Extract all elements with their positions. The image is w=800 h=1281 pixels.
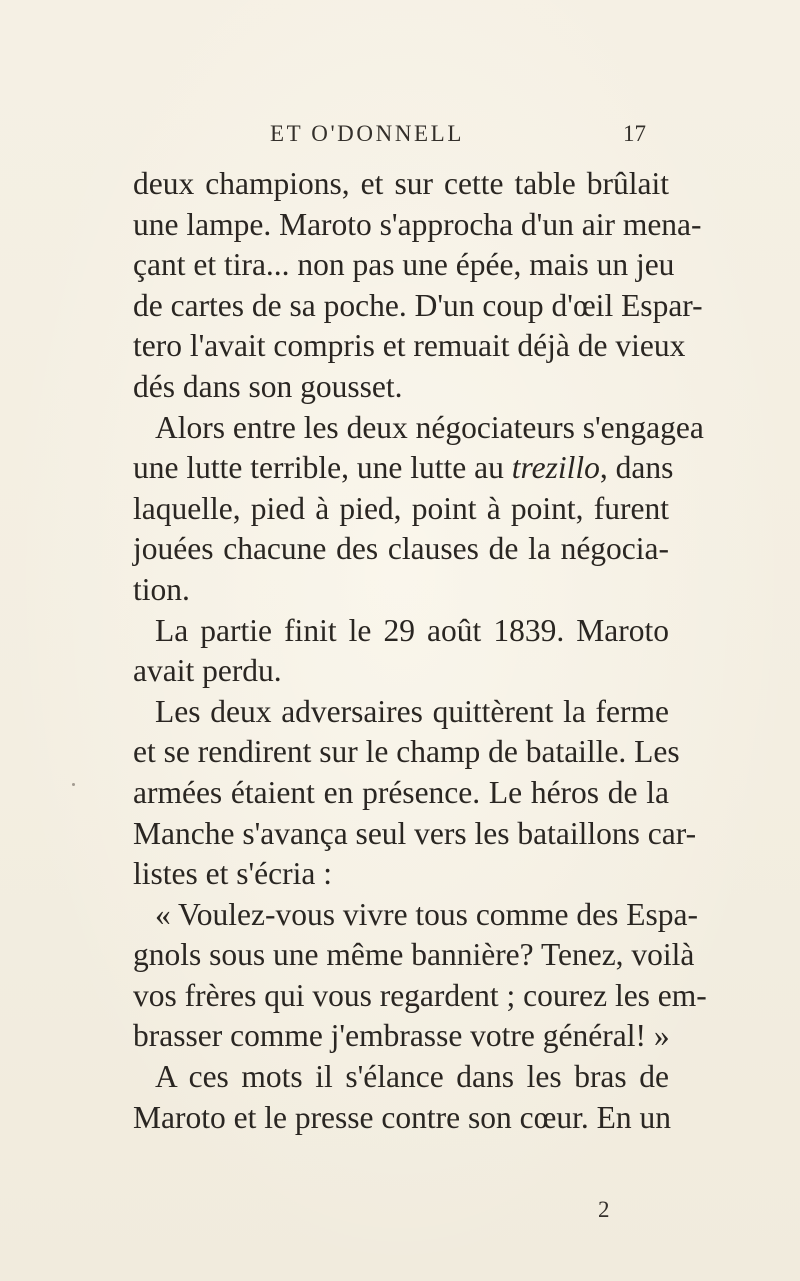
paragraph-start-line: Alors entre les deux négociateurs s'engagea <box>155 409 704 445</box>
text-line: listes et s'écria : <box>133 856 332 892</box>
quote-start-line: « Voulez-vous vivre tous comme des Espa- <box>155 896 698 932</box>
text-line: avait perdu. <box>133 653 282 689</box>
text-line: armées étaient en présence. Le héros de la <box>133 774 669 810</box>
text-line: une lampe. Maroto s'approcha d'un air mena- <box>133 206 702 242</box>
paper-speck <box>72 783 75 786</box>
text-line: brasser comme j'embrasse votre général! » <box>133 1018 670 1054</box>
text-line: Maroto et le presse contre son cœur. En un <box>133 1099 671 1135</box>
text-line: çant et tira... non pas une épée, mais un jeu <box>133 247 675 283</box>
text-line: dés dans son gousset. <box>133 368 403 404</box>
page-number: 17 <box>623 121 646 146</box>
text-line: et se rendirent sur le champ de bataille. Les <box>133 734 680 770</box>
text-line: vos frères qui vous regardent ; courez les em- <box>133 977 707 1013</box>
text-line: jouées chacune des clauses de la négocia- <box>133 531 669 567</box>
text-line: tero l'avait compris et remuait déjà de vieux <box>133 328 686 364</box>
text-line: Manche s'avança seul vers les bataillons car- <box>133 815 697 851</box>
text-line-with-italic: une lutte terrible, une lutte au trezillo, dans <box>133 450 674 486</box>
running-title: ET O'DONNELL <box>270 121 464 146</box>
running-head <box>0 121 800 151</box>
text-line: deux champions, et sur cette table brûlait <box>133 166 669 201</box>
paragraph-start-line: La partie finit le 29 août 1839. Maroto <box>155 612 669 648</box>
text-line: de cartes de sa poche. D'un coup d'œil Espar- <box>133 287 703 323</box>
signature-mark: 2 <box>598 1197 610 1222</box>
italic-term: trezillo <box>511 450 600 486</box>
text-line: tion. <box>133 571 190 607</box>
paragraph-start-line: A ces mots il s'élance dans les bras de <box>155 1059 669 1095</box>
text-line: laquelle, pied à pied, point à point, furent <box>133 490 669 526</box>
paragraph-start-line: Les deux adversaires quittèrent la ferme <box>155 693 669 729</box>
text-line: gnols sous une même bannière? Tenez, voilà <box>133 937 695 973</box>
body-text <box>133 164 707 1138</box>
